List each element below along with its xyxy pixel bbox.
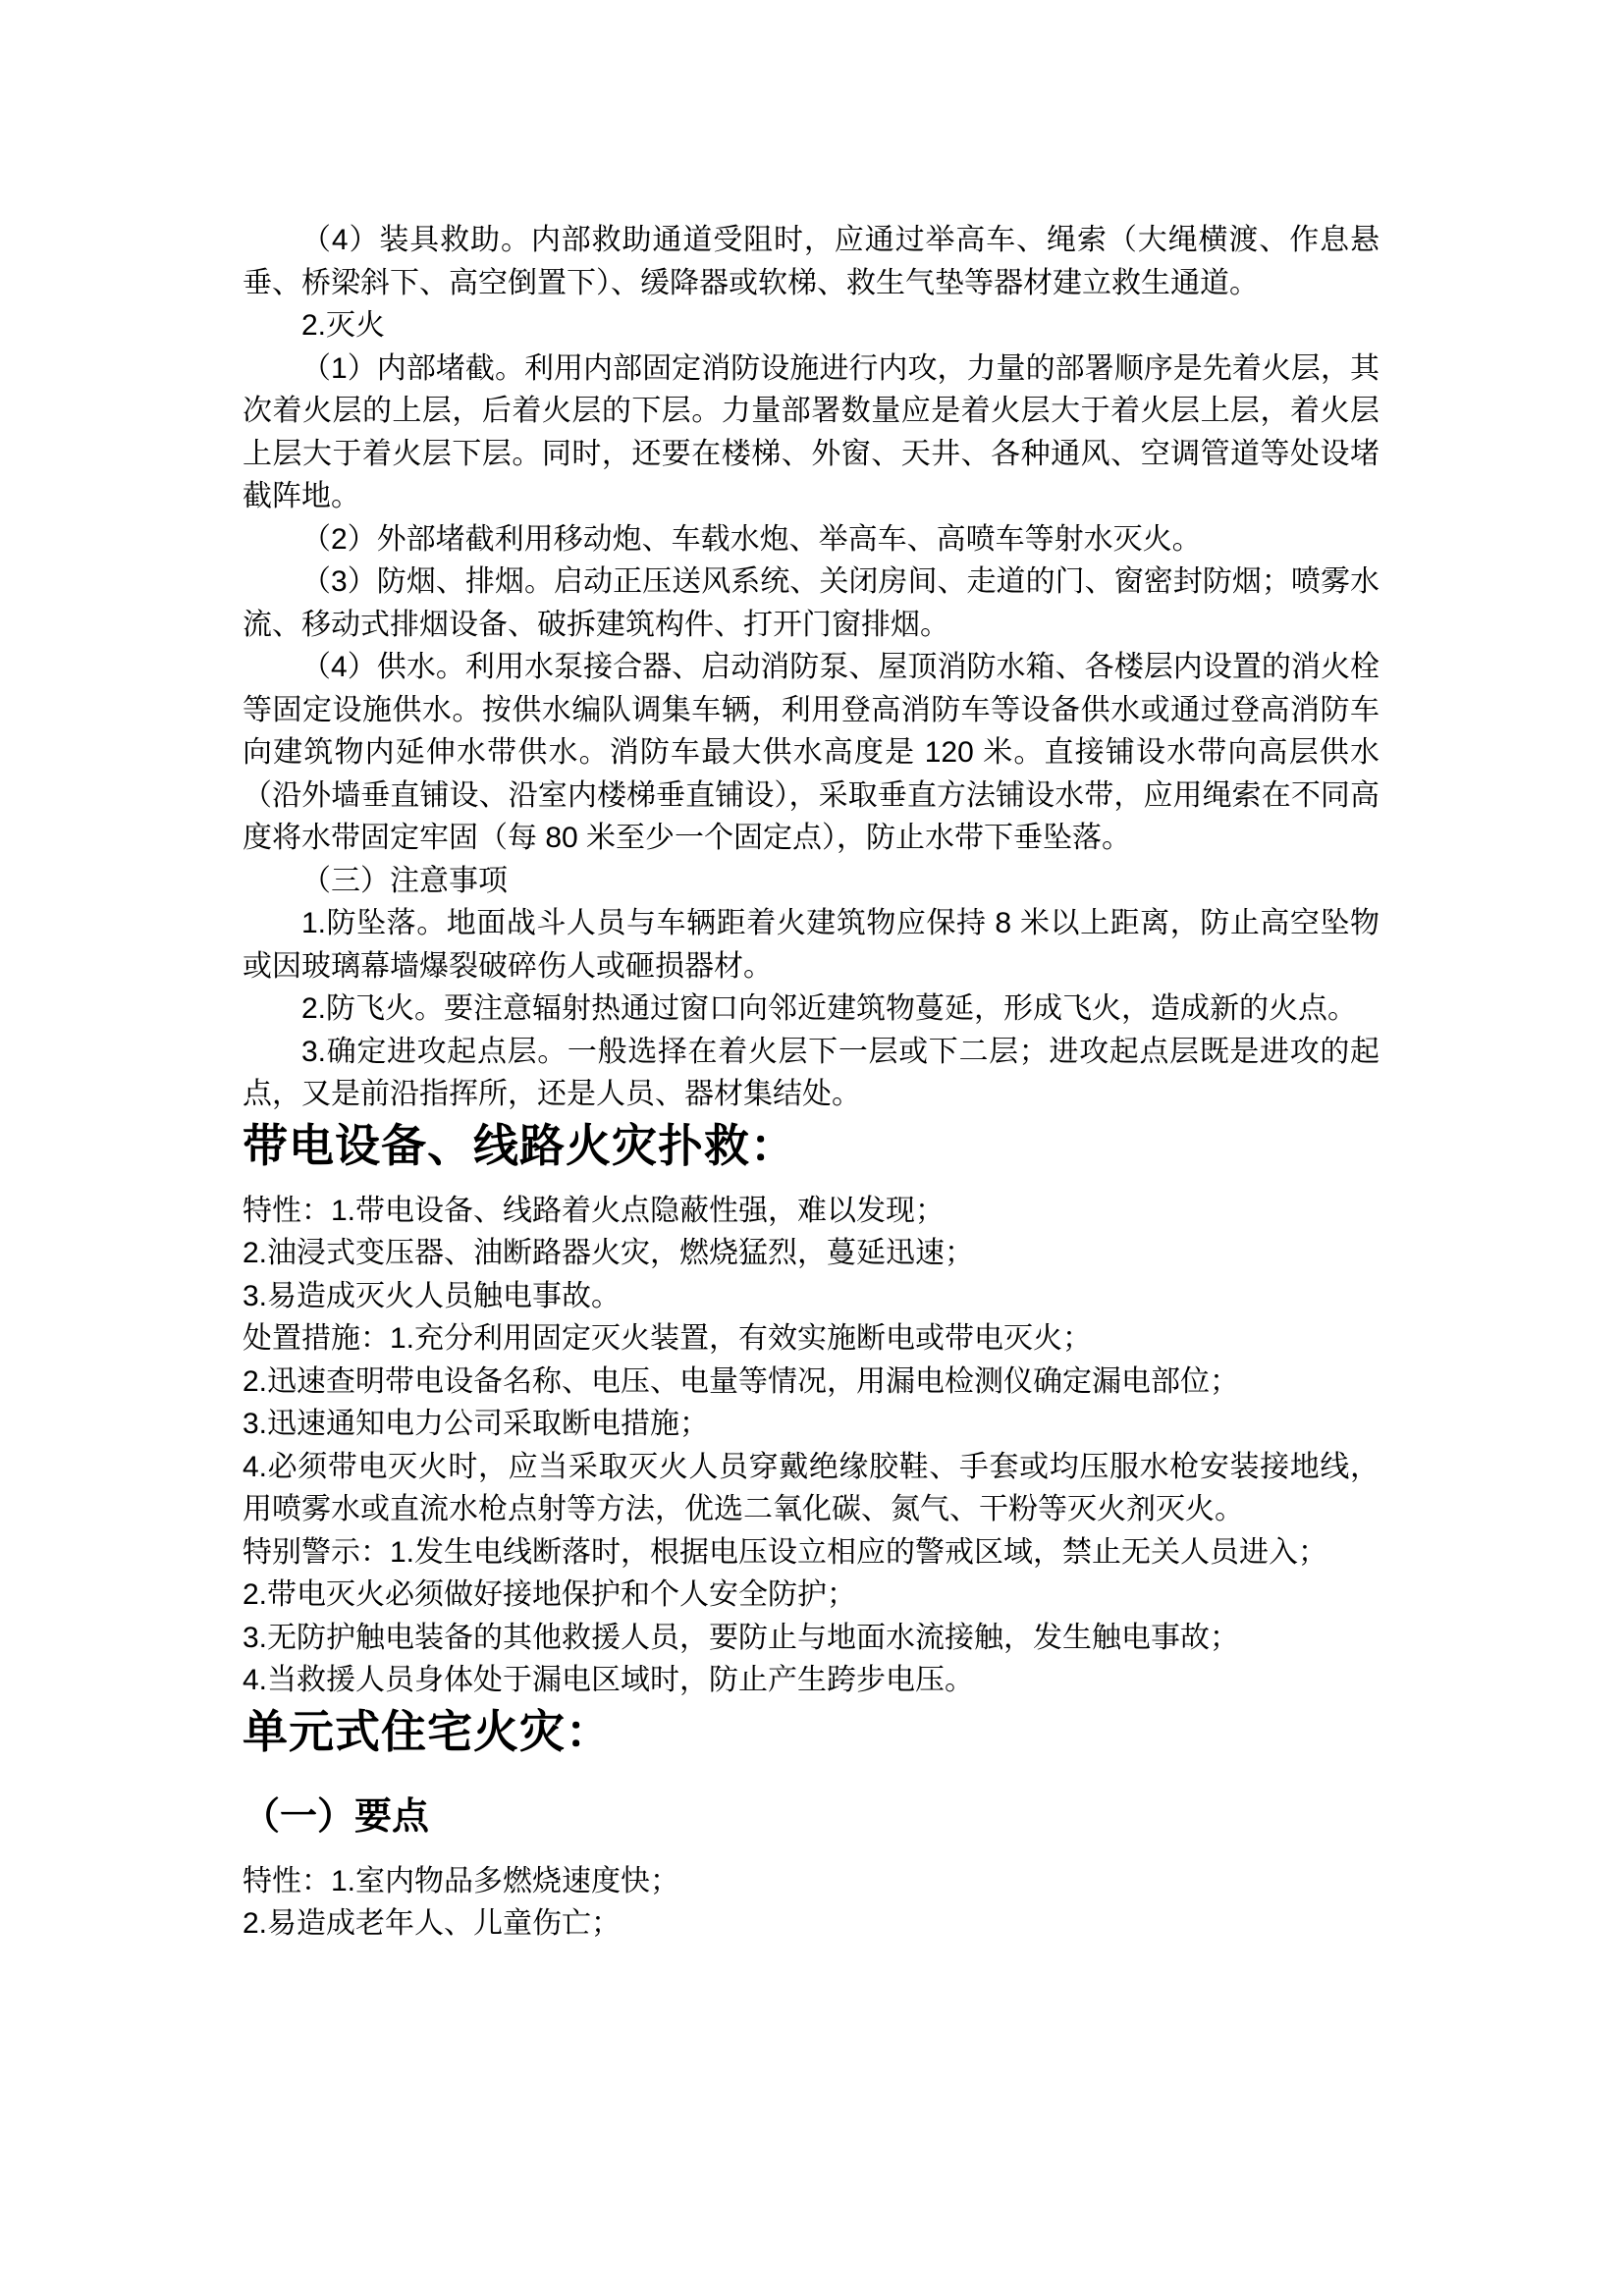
paragraph: （2）外部堵截利用移动炮、车载水炮、举高车、高喷车等射水灭火。 [301,522,1202,556]
paragraph: 3.无防护触电装备的其他救援人员，要防止与地面水流接触，发生触电事故； [243,1621,1240,1654]
paragraph: 特别警示：1.发生电线断落时，根据电压设立相应的警戒区域，禁止无关人员进入； [243,1535,1328,1569]
paragraph: 1.防坠落。地面战斗人员与车辆距着火建筑物应保持 8 米以上距离，防止高空坠物或因玻璃幕墙爆裂破碎伤人或砸损器材。 [243,907,1380,983]
paragraph: 3.易造成灭火人员触电事故。 [243,1279,622,1312]
paragraph: 2.油浸式变压器、油断路器火灾，燃烧猛烈，蔓延迅速； [243,1237,975,1269]
heading-electrical-fire: 带电设备、线路火灾扑救： [243,1119,796,1171]
paragraph: 4.必须带电灭火时，应当采取灭火人员穿戴绝缘胶鞋、手套或均压服水枪安装接地线，用喷雾水或直流水枪点射等方法，优选二氧化碳、氮气、干粉等灭火剂灭火。 [243,1450,1380,1525]
electrical-fire-section [243,1190,1380,1702]
heading-residential-fire: 单元式住宅火灾： [243,1705,612,1757]
paragraph: 4.当救援人员身体处于漏电区域时，防止产生跨步电压。 [243,1664,975,1696]
residential-fire-section [243,1860,1380,1946]
paragraph: 2.易造成老年人、儿童伤亡； [243,1907,622,1940]
paragraph: 2.迅速查明带电设备名称、电压、电量等情况，用漏电检测仪确定漏电部位； [243,1364,1240,1398]
subheading-key-points: （一）要点 [243,1795,430,1838]
paragraph: 2.灭火 [301,309,386,342]
paragraph: 3.确定进攻起点层。一般选择在着火层下一层或下二层；进攻起点层既是进攻的起点，又是前沿指挥所，还是人员、器材集结处。 [243,1035,1380,1110]
paragraph: 2.防飞火。要注意辐射热通过窗口向邻近建筑物蔓延，形成飞火，造成新的火点。 [301,992,1358,1025]
paragraph: （3）防烟、排烟。启动正压送风系统、关闭房间、走道的门、窗密封防烟；喷雾水流、移动式排烟设备、破拆建筑构件、打开门窗排烟。 [243,565,1380,641]
paragraph: （4）供水。利用水泵接合器、启动消防泵、屋顶消防水箱、各楼层内设置的消火栓等固定设施供水。按供水编队调集车辆，利用登高消防车等设备供水或通过登高消防车向建筑物内延伸水带供水。消防车最大供水高度是 120 米。直接铺设水带向高层供水（沿外墙垂直铺设、沿室内楼梯垂直铺设），采取垂直方法铺设水带，应用绳索在不同高度将水带固定牢固（每 80 米至少一个固定点），防止水带下垂坠落。 [243,651,1380,854]
paragraph: 特性：1.带电设备、线路着火点隐蔽性强，难以发现； [243,1194,946,1227]
paragraph: （三）注意事项 [301,864,508,897]
paragraph: 3.迅速通知电力公司采取断电措施； [243,1408,710,1440]
rescue-tactics-section [243,219,1380,1116]
paragraph: （4）装具救助。内部救助通道受阻时，应通过举高车、绳索（大绳横渡、作息悬垂、桥梁斜下、高空倒置下）、缓降器或软梯、救生气垫等器材建立救生通道。 [243,224,1380,299]
paragraph: 2.带电灭火必须做好接地保护和个人安全防护； [243,1578,857,1611]
paragraph: 特性：1.室内物品多燃烧速度快； [243,1864,680,1897]
paragraph: 处置措施：1.充分利用固定灭火装置，有效实施断电或带电灭火； [243,1322,1093,1355]
paragraph: （1）内部堵截。利用内部固定消防设施进行内攻，力量的部署顺序是先着火层，其次着火层的上层，后着火层的下层。力量部署数量应是着火层大于着火层上层，着火层上层大于着火层下层。同时，还要在楼梯、外窗、天井、各种通风、空调管道等处设堵截阵地。 [243,351,1380,512]
